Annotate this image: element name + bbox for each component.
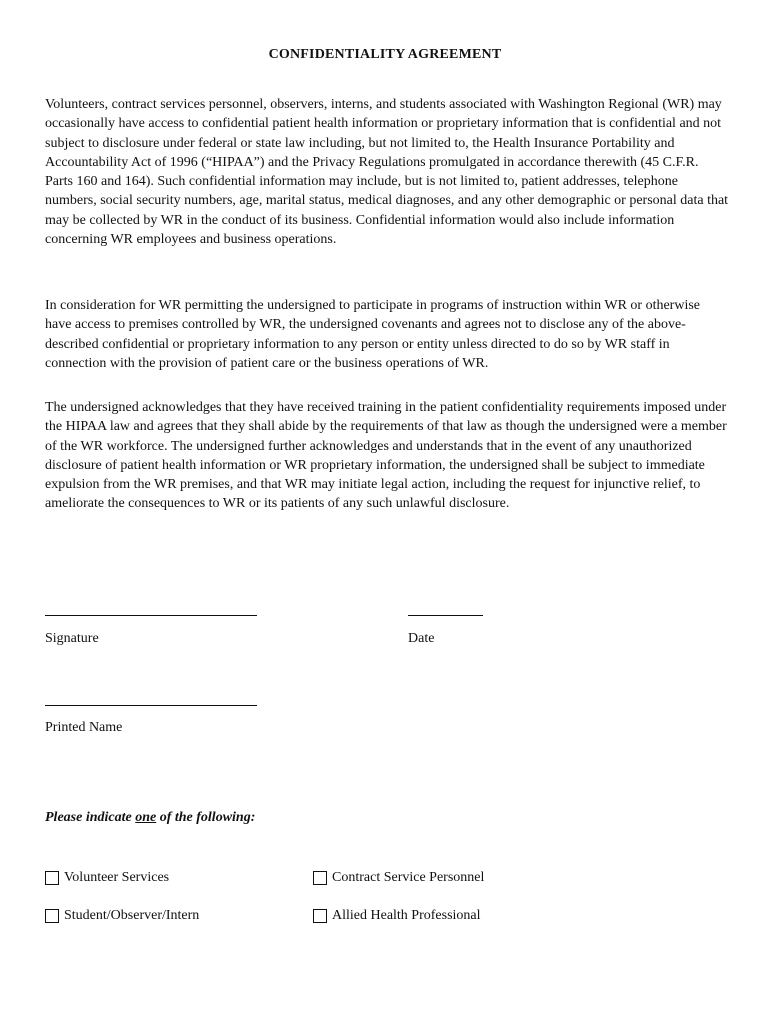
date-label: Date [408,631,435,646]
signature-label: Signature [45,631,99,646]
option-allied-health-professional[interactable] [313,908,481,924]
paragraph-consideration: In consideration for WR permitting the undersigned to participate in programs of instruction within WR or otherwise have access to premises controlled by WR, the undersigned covenants and agrees not to disclose any of the above-described confidential or proprietary information to any person or entity unless directed to do so by WR staff in connection with the provision of patient care or the business operations of WR. [45,298,701,371]
paragraph-acknowledgement: The undersigned acknowledges that they have received training in the patient confidentiality requirements imposed under the HIPAA law and agrees that they shall abide by the requirements of that law as though the undersigned were a member of the WR workforce. The undersigned further acknowledges and understands that in the event of any unauthorized disclosure of patient health information or WR proprietary information, the undersigned shall be subject to immediate expulsion from the WR premises, and that WR may initiate legal action, including the request for injunctive relief, to ameliorate the consequences to WR or its patients of any such unlawful disclosure. [45,400,727,512]
checkbox-allied-health-professional[interactable] [313,909,327,923]
option-label: Allied Health Professional [332,908,481,923]
document-title: CONFIDENTIALITY AGREEMENT [268,47,502,62]
instruction-text-before: Please indicate [45,810,136,825]
printed-name-line[interactable] [45,705,257,706]
option-student-observer-intern[interactable] [45,908,199,924]
selection-instruction [45,810,255,826]
date-line[interactable] [408,615,483,616]
instruction-emphasis: one [135,810,157,825]
paragraph-confidential-info: Volunteers, contract services personnel, observers, interns, and students associated with Washington Regional (WR) may occasionally have access to confidential patient health information or proprietary information that is confidential and not subject to disclosure under federal or state law including, but not limited to, the Health Insurance Portability and Accountability Act of 1996 (“HIPAA”) and the Privacy Regulations promulgated in accordance therewith (45 C.F.R. Parts 160 and 164). Such confidential information may include, but is not limited to, patient addresses, telephone numbers, social security numbers, age, marital status, medical diagnoses, and any other demographic or personal data that may be collected by WR in the conduct of its business. Confidential information would also include information concerning WR employees and business operations. [45,97,729,248]
checkbox-contract-service-personnel[interactable] [313,871,327,885]
option-label: Contract Service Personnel [332,870,485,885]
signature-line[interactable] [45,615,257,616]
checkbox-student-observer-intern[interactable] [45,909,59,923]
printed-name-label: Printed Name [45,720,123,735]
option-label: Student/Observer/Intern [64,908,200,923]
option-volunteer-services[interactable] [45,870,169,886]
option-contract-service-personnel[interactable] [313,870,484,886]
checkbox-volunteer-services[interactable] [45,871,59,885]
instruction-text-after: of the following: [156,810,256,825]
option-label: Volunteer Services [64,870,170,885]
